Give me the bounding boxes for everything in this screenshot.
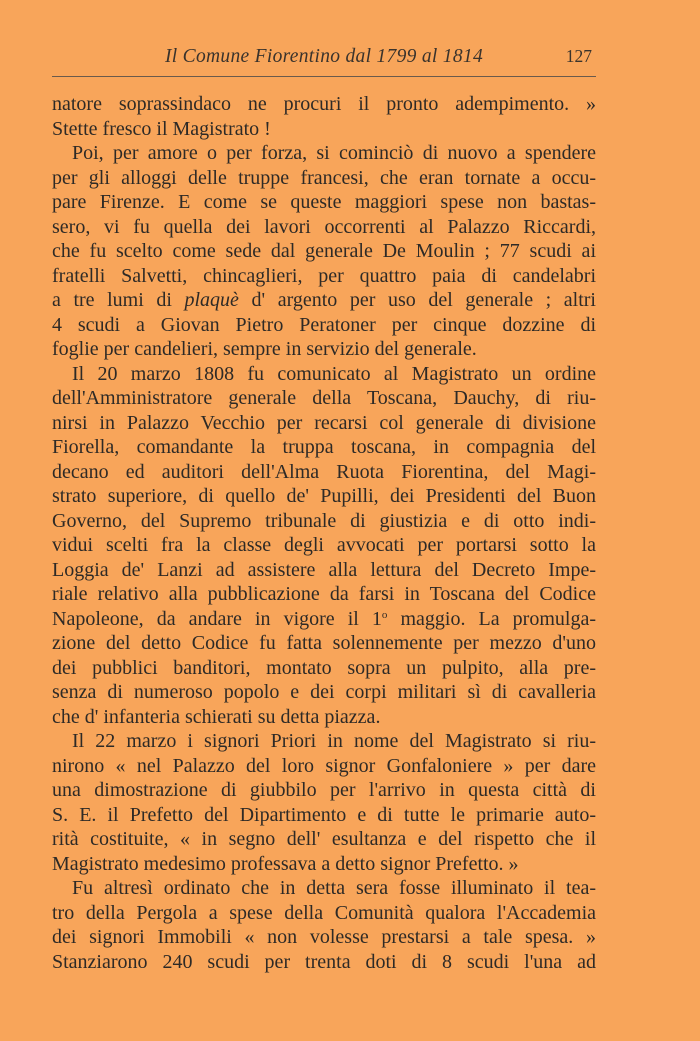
text-line: dei signori Immobili « non volesse prestarsi a tale spesa. » xyxy=(52,926,596,948)
header-rule xyxy=(52,76,596,77)
text-line: strato superiore, di quello de' Pupilli, dei Presidenti del Buon xyxy=(52,485,596,507)
text-line: che fu scelto come sede dal generale De Moulin ; 77 scudi ai xyxy=(52,240,596,262)
text-line: zione del detto Codice fu fatta solennemente per mezzo d'uno xyxy=(52,632,596,654)
text-line: Loggia de' Lanzi ad assistere alla lettura del Decreto Impe- xyxy=(52,558,596,581)
text-line xyxy=(52,607,596,632)
italic-term: plaquè xyxy=(184,289,239,311)
text-line: foglie per candelieri, sempre in servizio del generale. xyxy=(52,338,477,360)
text-line: rità costituite, « in segno dell' esultanza e del rispetto che il xyxy=(52,828,596,850)
text-line: Stanziarono 240 scudi per trenta doti di 8 scudi l'una ad xyxy=(52,950,596,973)
running-head xyxy=(52,46,596,72)
text-line: dei pubblici banditori, montato sopra un pulpito, alla pre- xyxy=(52,656,596,679)
text-line: che d' infanteria schierati su detta piazza. xyxy=(52,705,381,728)
text-segment: a tre lumi di xyxy=(52,289,185,311)
text-line: dell'Amministratore generale della Toscana, Dauchy, di riu- xyxy=(52,387,596,409)
text-line: pare Firenze. E come se queste maggiori spese non bastas- xyxy=(52,191,596,213)
text-line: Fu altresì ordinato che in detta sera fosse illuminato il tea- xyxy=(72,877,596,899)
text-line xyxy=(52,288,596,313)
text-line: Il 22 marzo i signori Priori in nome del Magistrato si riu- xyxy=(72,730,596,752)
text-line: senza di numeroso popolo e dei corpi militari sì di cavalleria xyxy=(52,681,596,703)
ordinal-superscript: o xyxy=(381,608,388,621)
text-line: natore soprassindaco ne procuri il pronto adempimento. » xyxy=(52,93,596,115)
text-line: tro della Pergola a spese della Comunità qualora l'Accademia xyxy=(52,901,596,924)
text-line: Governo, del Supremo tribunale di giustizia e di otto indi- xyxy=(52,509,596,532)
text-line: fratelli Salvetti, chincaglieri, per quattro paia di candelabri xyxy=(52,264,596,287)
text-line: Fiorella, comandante la truppa toscana, in compagnia del xyxy=(52,436,596,458)
text-line: nirsi in Palazzo Vecchio per recarsi col generale di divisione xyxy=(52,411,596,434)
text-line: Poi, per amore o per forza, si cominciò di nuovo a spendere xyxy=(72,142,596,164)
text-segment: maggio. La promulga- xyxy=(387,607,596,630)
text-line: 4 scudi a Giovan Pietro Peratoner per cinque dozzine di xyxy=(52,313,596,336)
text-line: riale relativo alla pubblicazione da farsi in Toscana del Codice xyxy=(52,583,596,605)
text-line: Stette fresco il Magistrato ! xyxy=(52,117,271,140)
text-line: S. E. il Prefetto del Dipartimento e di tutte le primarie auto- xyxy=(52,803,596,826)
text-line: per gli alloggi delle truppe francesi, che eran tornate a occu- xyxy=(52,166,596,189)
body-text xyxy=(52,92,596,974)
running-title: Il Comune Fiorentino dal 1799 al 1814 xyxy=(164,46,484,67)
page-number: 127 xyxy=(565,46,592,66)
text-line: vidui scelti fra la classe degli avvocati per portarsi sotto la xyxy=(52,534,596,556)
text-line: Magistrato medesimo professava a detto signor Prefetto. » xyxy=(52,852,519,875)
text-line: decano ed auditori dell'Alma Ruota Fiorentina, del Magi- xyxy=(52,460,596,483)
text-line: una dimostrazione di giubbilo per l'arrivo in questa città di xyxy=(52,779,596,801)
text-line: nirono « nel Palazzo del loro signor Gonfaloniere » per dare xyxy=(52,754,596,777)
text-line: sero, vi fu quella dei lavori occorrenti al Palazzo Riccardi, xyxy=(52,215,596,238)
text-segment: d' argento per uso del generale ; altri xyxy=(238,289,596,311)
text-segment: Napoleone, da andare in vigore il 1 xyxy=(52,607,382,630)
text-line: Il 20 marzo 1808 fu comunicato al Magistrato un ordine xyxy=(72,362,596,385)
